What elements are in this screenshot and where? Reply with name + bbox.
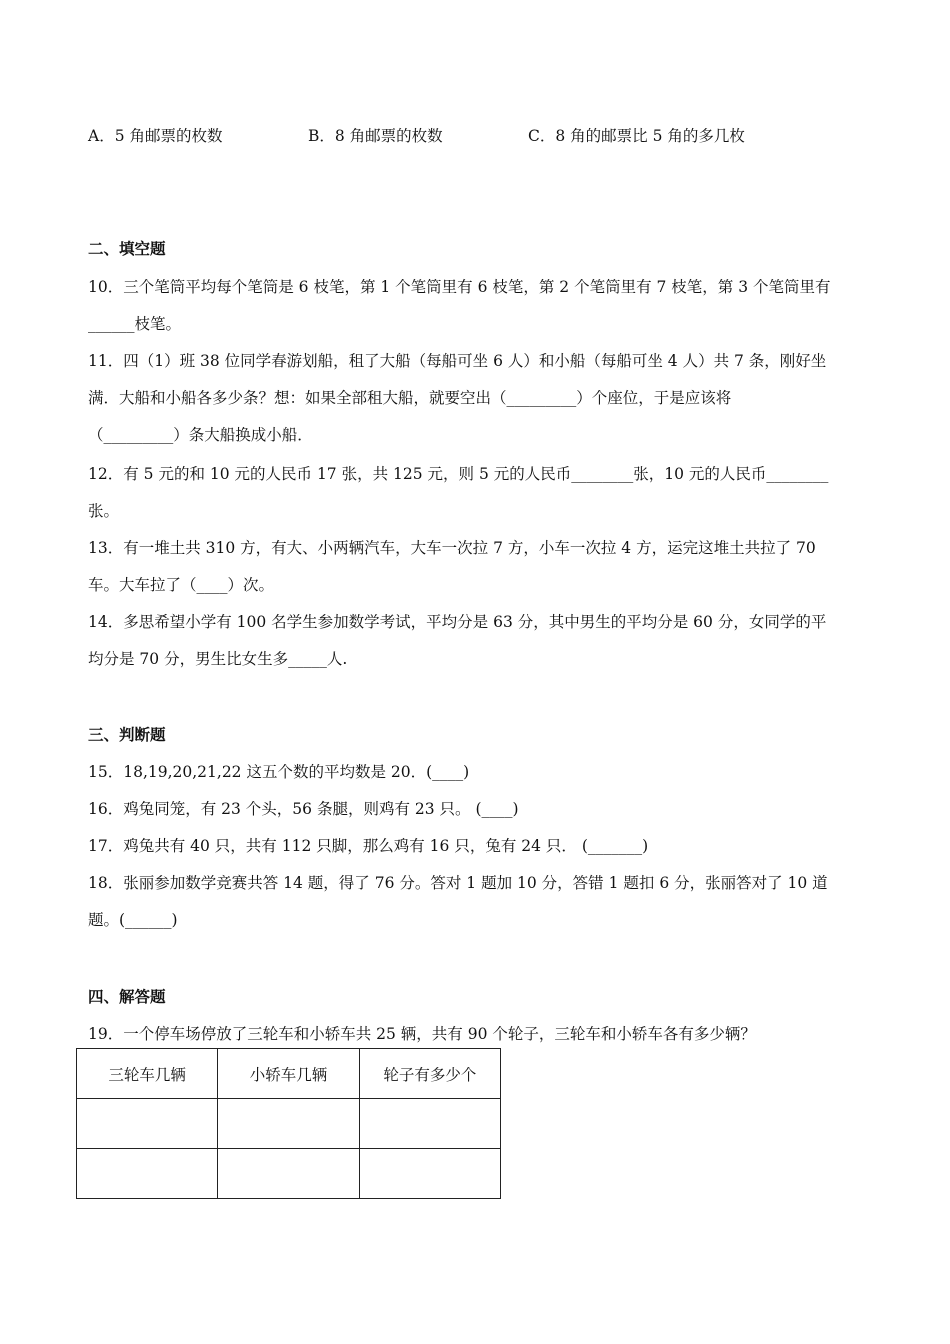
answer-table [76,1048,501,1199]
section-title-fill-blank: 二、填空题 [88,239,166,258]
table-row [77,1149,501,1199]
table-header-cell: 小轿车几辆 [218,1049,359,1099]
table-header-cell: 三轮车几辆 [77,1049,218,1099]
question-11-line-3: （_________）条大船换成小船． [88,426,313,444]
table-cell-empty [359,1149,500,1199]
table-cell-empty [77,1099,218,1149]
table-cell-empty [359,1099,500,1149]
section-title-answer: 四、解答题 [88,987,166,1006]
question-13-line-1: 13．有一堆土共 310 方，有大、小两辆汽车，大车一次拉 7 方，小车一次拉 4 方，运完这堆土共拉了 70 [88,539,816,557]
question-18-line-1: 18．张丽参加数学竞赛共答 14 题，得了 76 分。答对 1 题加 10 分，答错 1 题扣 6 分，张丽答对了 10 道 [88,874,828,892]
section-title-true-false: 三、判断题 [88,725,166,744]
question-15: 15．18,19,20,21,22 这五个数的平均数是 20．(____) [88,763,470,781]
question-13-line-2: 车。大车拉了（____）次。 [88,576,275,594]
question-14-line-1: 14．多思希望小学有 100 名学生参加数学考试，平均分是 63 分，其中男生的平均分是 60 分，女同学的平 [88,613,827,631]
question-10-line-1: 10．三个笔筒平均每个笔筒是 6 枝笔，第 1 个笔筒里有 6 枝笔，第 2 个笔筒里有 7 枝笔，第 3 个笔筒里有 [88,278,831,296]
question-11-line-2: 满．大船和小船各多少条？想：如果全部租大船，就要空出（_________）个座位，于是应该将 [88,389,732,407]
question-17: 17．鸡兔共有 40 只，共有 112 只脚，那么鸡有 16 只，兔有 24 只． (_______) [88,837,649,855]
question-12-line-2: 张。 [88,502,120,520]
table-header-cell: 轮子有多少个 [359,1049,500,1099]
option-c: C．8 角的邮票比 5 角的多几枚 [528,127,745,145]
choice-options [88,124,888,148]
option-a: A．5 角邮票的枚数 [88,127,223,145]
table-row [77,1099,501,1149]
table-cell-empty [218,1149,359,1199]
question-14-line-2: 均分是 70 分，男生比女生多_____人. [88,650,348,668]
question-12-line-1: 12．有 5 元的和 10 元的人民币 17 张，共 125 元，则 5 元的人民币________张，10 元的人民币________ [88,465,829,483]
question-10-line-2: ______枝笔。 [88,315,182,333]
option-b: B．8 角邮票的枚数 [308,127,443,145]
table-cell-empty [218,1099,359,1149]
question-16: 16．鸡兔同笼，有 23 个头，56 条腿，则鸡有 23 只。 (____) [88,800,519,818]
question-11-line-1: 11．四（1）班 38 位同学春游划船，租了大船（每船可坐 6 人）和小船（每船可坐 4 人）共 7 条，刚好坐 [88,352,827,370]
question-19: 19．一个停车场停放了三轮车和小轿车共 25 辆，共有 90 个轮子，三轮车和小轿车各有多少辆？ [88,1025,756,1043]
question-18-line-2: 题。(______) [88,911,178,929]
table-cell-empty [77,1149,218,1199]
table-header-row [77,1049,501,1099]
